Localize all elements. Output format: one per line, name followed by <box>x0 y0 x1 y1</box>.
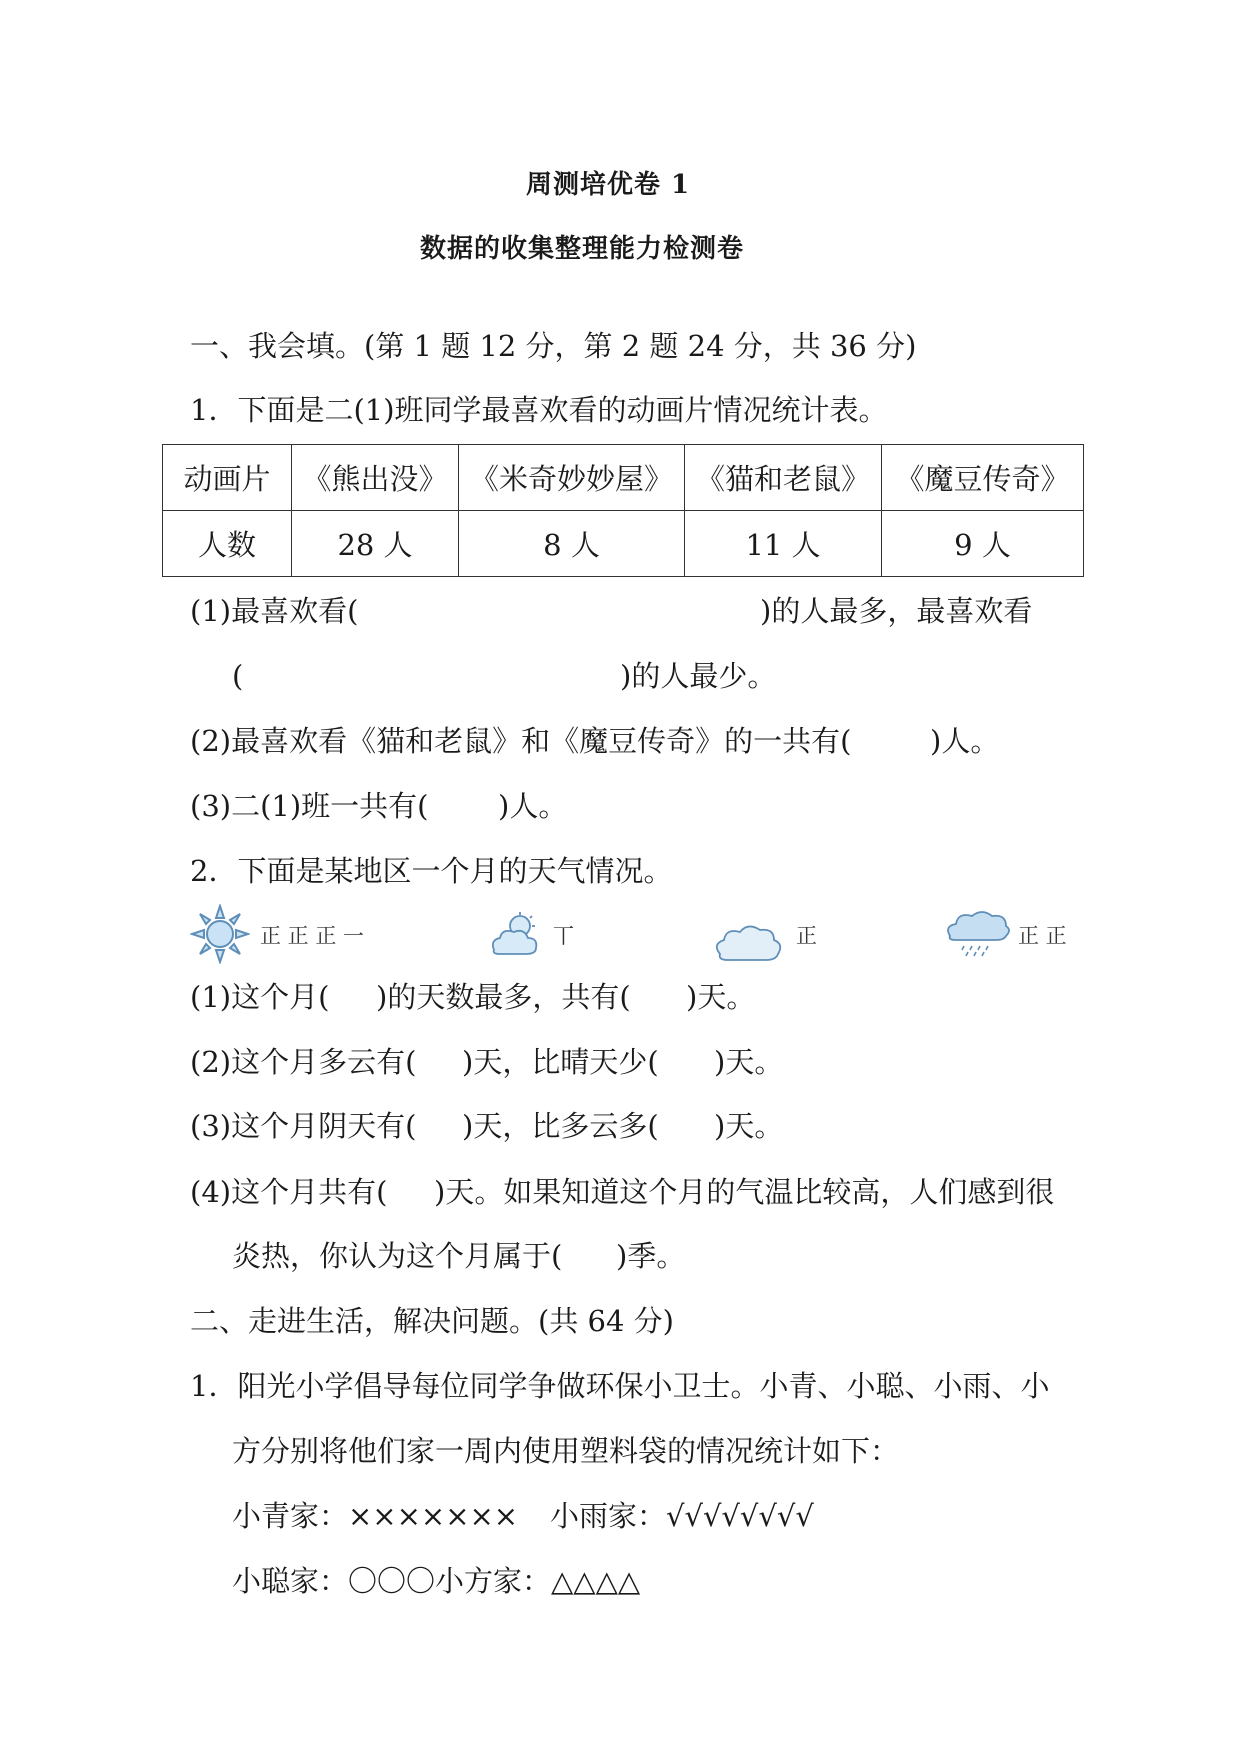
partly-cloudy-tally: 丅 <box>553 924 574 948</box>
q2-sub4-part-c: 炎热，你认为这个月属于( <box>232 1239 563 1273</box>
q2-sub4-part-a: (4)这个月共有( <box>190 1175 388 1209</box>
q2-sub2-part-c: )天。 <box>714 1045 784 1079</box>
sunny-tally: 正 正 正 一 <box>260 924 365 948</box>
cloudy-icon <box>712 918 784 962</box>
q1-sub2-part-b: )人。 <box>930 724 1000 758</box>
table-row <box>163 511 1084 577</box>
page-subtitle: 数据的收集整理能力检测卷 <box>420 234 745 264</box>
q2-sub4-part-b: )天。如果知道这个月的气温比较高，人们感到很 <box>434 1175 1055 1209</box>
q2-intro: 2．下面是某地区一个月的天气情况。 <box>190 854 673 888</box>
q1-sub2-part-a: (2)最喜欢看《猫和老鼠》和《魔豆传奇》的一共有( <box>190 724 852 758</box>
q1-sub3-part-b: )人。 <box>498 789 568 823</box>
part2-q1-line2: 方分别将他们家一周内使用塑料袋的情况统计如下： <box>232 1434 900 1468</box>
table-cell: 28 人 <box>292 511 459 577</box>
xiaoqing-record: 小青家：××××××× <box>232 1499 519 1533</box>
xiaoyu-record: 小雨家：√√√√√√√√ <box>550 1499 814 1533</box>
table-row-label: 人数 <box>163 511 292 577</box>
q2-sub3-part-c: )天。 <box>714 1109 784 1143</box>
part2-q1-line1: 1．阳光小学倡导每位同学争做环保小卫士。小青、小聪、小雨、小 <box>190 1369 1050 1403</box>
partly-cloudy-icon <box>486 910 544 960</box>
table-cell: 8 人 <box>459 511 685 577</box>
q1-sub1-part-a: (1)最喜欢看( <box>190 594 359 628</box>
rainy-tally: 正 正 <box>1018 924 1067 948</box>
q1-intro: 1．下面是二(1)班同学最喜欢看的动画片情况统计表。 <box>190 393 888 427</box>
xiaocong-xiaofang-record: 小聪家：〇〇〇小方家：△△△△ <box>232 1564 641 1598</box>
table-cell: 11 人 <box>685 511 882 577</box>
q2-sub1-part-a: (1)这个月( <box>190 980 330 1014</box>
q2-sub1-part-c: )天。 <box>686 980 756 1014</box>
table-header-cell: 动画片 <box>163 445 292 511</box>
q2-sub2-part-b: )天，比晴天少( <box>462 1045 659 1079</box>
table-cell: 9 人 <box>882 511 1084 577</box>
sunny-icon <box>190 904 250 964</box>
q2-sub3-part-b: )天，比多云多( <box>462 1109 659 1143</box>
q2-sub1-part-b: )的天数最多，共有( <box>376 980 631 1014</box>
q1-sub1-part-b: )的人最多，最喜欢看 <box>760 594 1033 628</box>
q1-sub3-part-a: (3)二(1)班一共有( <box>190 789 429 823</box>
q2-sub4-part-d: )季。 <box>616 1239 686 1273</box>
q2-sub2-part-a: (2)这个月多云有( <box>190 1045 417 1079</box>
part1-heading: 一、我会填。(第 1 题 12 分，第 2 题 24 分，共 36 分) <box>190 329 917 363</box>
table-row <box>163 445 1084 511</box>
q2-sub3-part-a: (3)这个月阴天有( <box>190 1109 417 1143</box>
table-header-cell: 《魔豆传奇》 <box>882 445 1084 511</box>
q1-sub1-part-d: )的人最少。 <box>620 659 777 693</box>
part2-heading: 二、走进生活，解决问题。(共 64 分) <box>190 1304 674 1338</box>
q1-sub1-part-c: ( <box>232 659 244 693</box>
table-header-cell: 《熊出没》 <box>292 445 459 511</box>
rainy-icon <box>944 906 1012 958</box>
page-title: 周测培优卷 1 <box>526 170 691 200</box>
cartoon-stats-table <box>162 444 1084 577</box>
table-header-cell: 《米奇妙妙屋》 <box>459 445 685 511</box>
table-header-cell: 《猫和老鼠》 <box>685 445 882 511</box>
cloudy-tally: 正 <box>796 924 817 948</box>
